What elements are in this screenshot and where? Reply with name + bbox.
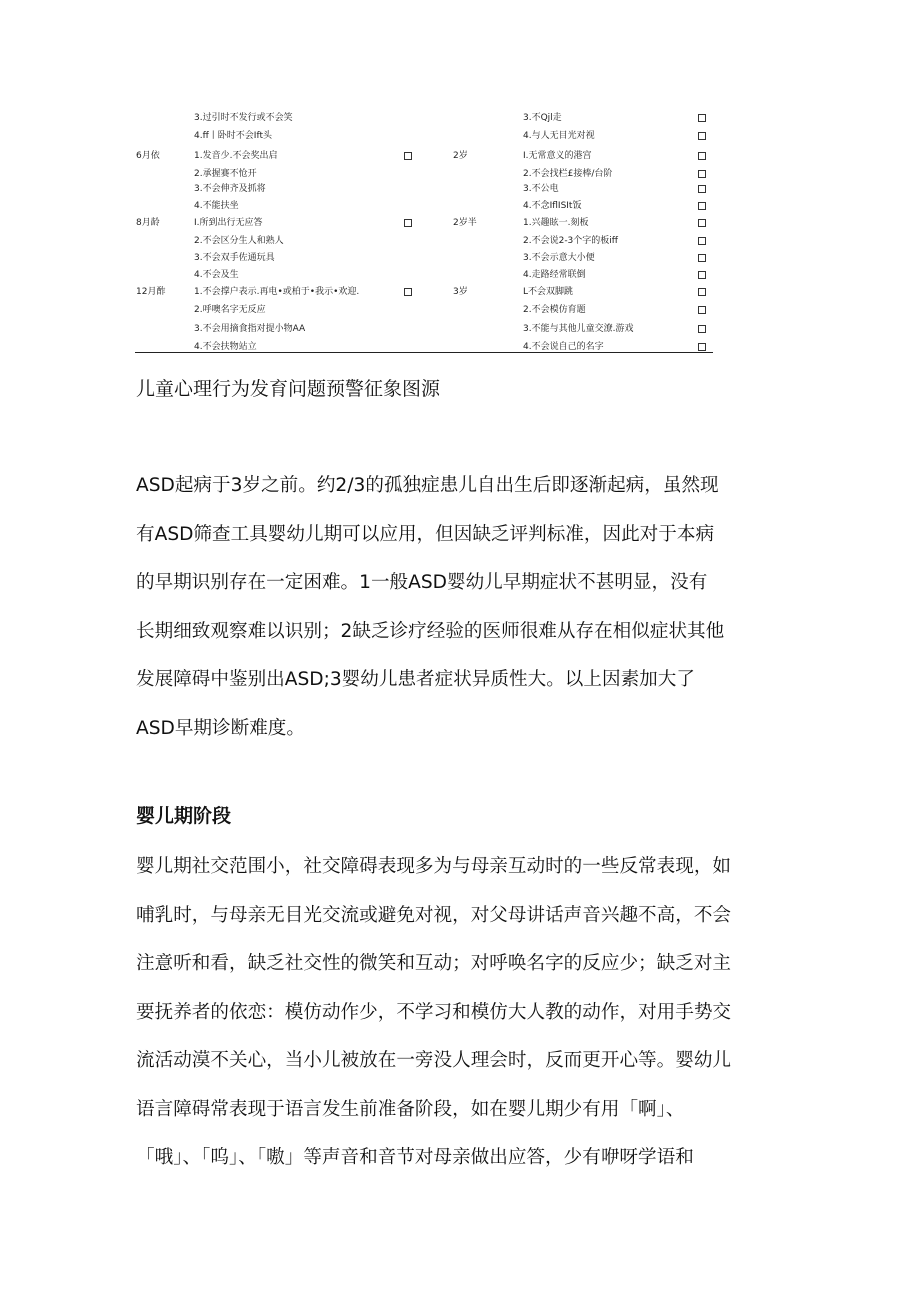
item-left: I.所到出行无应答 xyxy=(194,218,263,228)
checkbox-right xyxy=(698,271,706,279)
text-line: 发展障碍中鉴别出ASD;3婴幼儿患者症状异质性大。以上因素加大了 xyxy=(136,669,695,690)
text-line: ASD起病于3岁之前。约2/3的孤独症患儿自出生后即逐渐起病，虽然现 xyxy=(136,475,719,496)
text-line: 语言障碍常表现于语言发生前准备阶段，如在婴儿期少有用「啊」、 xyxy=(136,1098,685,1120)
item-left: 3.过引时不发行或不会笑 xyxy=(194,113,293,123)
item-left: 3.不会伸齐及抓将 xyxy=(194,184,266,194)
text-line: 有ASD筛查工具婴幼儿期可以应用，但因缺乏评判标准，因此对于本病 xyxy=(136,523,715,545)
item-right: 3.不公电 xyxy=(523,184,559,194)
text-line: 「哦」、「呜」、「嗷」等声音和音节对母亲做出应答，少有咿呀学语和 xyxy=(136,1147,694,1168)
checkbox-right xyxy=(698,306,706,314)
text-line: 要抚养者的依恋：模仿动作少，不学习和模仿大人教的动作，对用手势交 xyxy=(136,1001,732,1023)
item-left: 4.不会扶物站立 xyxy=(194,342,257,352)
item-left: 2.承握赛不怆开 xyxy=(194,169,257,179)
item-left: 3.不会双手佐通玩具 xyxy=(194,253,275,263)
item-left: 2.不会区分生人和熟人 xyxy=(194,236,284,246)
warning-signs-table xyxy=(0,0,920,360)
text-line: ASD早期诊断难度。 xyxy=(136,717,305,739)
text-line: 流活动漠不关心，当小儿被放在一旁没人理会时，反而更开心等。婴幼儿 xyxy=(136,1050,732,1071)
item-right: 3.不能与其他儿童交潦.游戏 xyxy=(523,324,634,334)
section-heading: 婴儿期阶段 xyxy=(136,805,232,827)
checkbox-right xyxy=(698,185,706,193)
checkbox-right xyxy=(698,114,706,122)
item-right: 4.与人无目光对视 xyxy=(523,131,595,141)
checkbox-right xyxy=(698,237,706,245)
checkbox-left xyxy=(404,152,412,160)
checkbox-right xyxy=(698,288,706,296)
age-right: 2岁半 xyxy=(453,218,477,228)
item-right: 4.不念IflISIt饭 xyxy=(523,201,582,211)
age-right: 3岁 xyxy=(453,287,468,297)
paragraph-asd-onset xyxy=(136,462,724,753)
paragraph-infancy xyxy=(136,843,731,1183)
checkbox-right xyxy=(698,152,706,160)
item-left: 4.不会及生 xyxy=(194,270,239,280)
checkbox-right xyxy=(698,325,706,333)
checkbox-right xyxy=(698,254,706,262)
age-left: 8月龄 xyxy=(136,218,160,228)
item-left: 4.ff丨卧时不会Ift头 xyxy=(194,131,272,141)
checkbox-right xyxy=(698,343,706,351)
age-left: 6月依 xyxy=(136,151,160,161)
age-right: 2岁 xyxy=(453,151,468,161)
item-left: 1.发音少.不会奖出启 xyxy=(194,151,278,161)
age-left: 12月酢 xyxy=(136,287,166,297)
text-line: 的早期识别存在一定困难。1一般ASD婴幼儿早期症状不甚明显，没有 xyxy=(136,572,708,593)
item-right: L不会双脚跳 xyxy=(523,287,574,297)
text-line: 注意听和看，缺乏社交性的微笑和互动；对呼唤名字的反应少；缺乏对主 xyxy=(136,953,732,974)
item-right: 2.不会模仿育题 xyxy=(523,305,586,315)
item-left: 2.呼噢名字无反应 xyxy=(194,305,266,315)
text-line: 哺乳时，与母亲无目光交流或避免对视，对父母讲话声音兴趣不高，不会 xyxy=(136,904,732,926)
item-left: 4.不能扶坐 xyxy=(194,201,239,211)
table-caption: 儿童心理行为发育问题预警征象图源 xyxy=(136,378,441,400)
text-line: 长期细致观察难以识别；2缺乏诊疗经验的医师很难从存在相似症状其他 xyxy=(136,620,725,642)
checkbox-right xyxy=(698,219,706,227)
item-left: 3.不会用摘食指对提小物AA xyxy=(194,324,306,334)
checkbox-right xyxy=(698,170,706,178)
checkbox-left xyxy=(404,288,412,296)
checkbox-right xyxy=(698,202,706,210)
text-line: 婴儿期社交范围小，社交障碍表现多为与母亲互动时的一些反常表现，如 xyxy=(136,856,732,877)
checkbox-left xyxy=(404,219,412,227)
checkbox-right xyxy=(698,132,706,140)
item-left: 1.不会撑户表示.再电•或柏于•我示•欢迎. xyxy=(194,287,360,297)
item-right: 3.不会示意大小便 xyxy=(523,253,595,263)
item-right: 2.不会说2-3个字的板iff xyxy=(523,236,618,246)
item-right: I.无常意义的港宫 xyxy=(523,151,592,161)
item-right: 2.不会找栏£接棒/台阶 xyxy=(523,169,613,179)
item-right: 3.不Qjl走 xyxy=(523,113,562,123)
item-right: 1.兴趣眩一.刻板 xyxy=(523,218,589,228)
item-right: 4.不会说自己的名字 xyxy=(523,342,604,352)
item-right: 4.走路经常联倒 xyxy=(523,270,586,280)
table-bottom-rule xyxy=(135,352,713,353)
